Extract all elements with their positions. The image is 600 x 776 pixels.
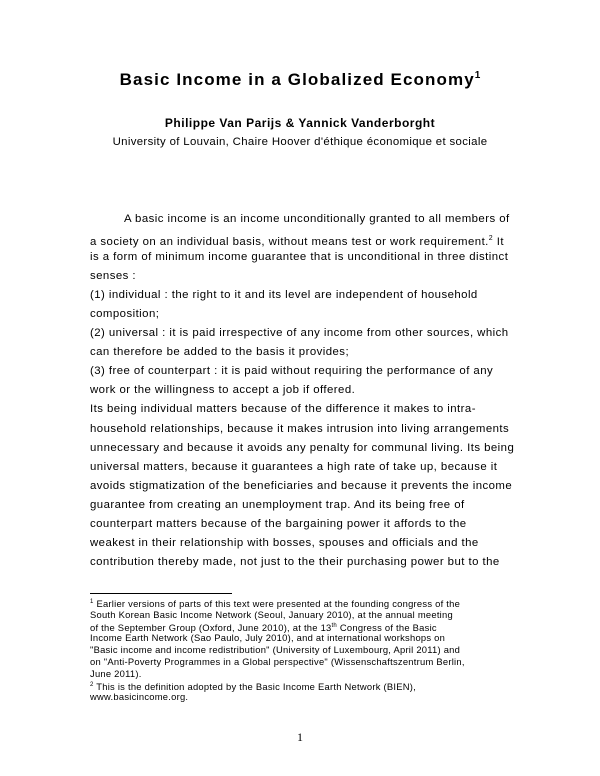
authors: Philippe Van Parijs & Yannick Vanderborght xyxy=(164,116,436,130)
body-line: avoids stigmatization of the beneficiaries and because it prevents the income xyxy=(90,479,513,492)
body-line-text: It xyxy=(493,236,504,249)
footnote-text: Earlier versions of parts of this text were presented at the founding congress of the xyxy=(93,598,461,609)
footnote-line: Income Earth Network (Sao Paulo, July 2010), and at international workshops on xyxy=(90,632,446,644)
body-line: universal matters, because it guarantees a high rate of take up, because it xyxy=(90,460,498,473)
footnote-text: This is the definition adopted by the Basic Income Earth Network (BIEN), xyxy=(93,680,416,692)
body-line xyxy=(90,229,520,248)
footnote-line: South Korean Basic Income Network (Seoul, January 2010), at the annual meeting xyxy=(90,608,453,620)
title-footnote-marker: 1 xyxy=(474,70,481,81)
body-line: composition; xyxy=(90,308,160,321)
footnotes xyxy=(90,597,530,703)
body-line: work or the willingness to accept a job if offered. xyxy=(90,384,356,397)
footnote-2 xyxy=(90,680,530,692)
footnote-line: www.basicincome.org. xyxy=(90,691,189,703)
body-line: can therefore be added to the basis it provides; xyxy=(90,346,350,359)
footnote-1 xyxy=(90,597,530,609)
title-text: Basic Income in a Globalized Economy xyxy=(119,70,475,89)
footnote-text: Congress of the Basic xyxy=(337,621,437,633)
footnote-text: of the September Group (Oxford, June 2010), at the 13 xyxy=(90,621,332,633)
body-line: guarantee from creating an unemployment trap. And its being free of xyxy=(90,498,465,511)
ordinal-suffix: th xyxy=(331,622,338,629)
body-line: (2) universal : it is paid irrespective of any income from other sources, which xyxy=(90,327,509,340)
footnote-separator xyxy=(90,593,232,594)
body-line: is a form of minimum income guarantee that is unconditional in three distinct xyxy=(90,251,509,264)
body-line-text: a society on an individual basis, without means test or work requirement. xyxy=(90,236,489,249)
body-text xyxy=(90,210,520,572)
footnote-mark: 2 xyxy=(90,681,94,688)
footnote-line: June 2011). xyxy=(90,667,142,679)
footnote-marker-2: 2 xyxy=(488,235,494,243)
footnote-line xyxy=(90,621,530,633)
body-line: household relationships, because it makes intrusion into living arrangements xyxy=(90,422,510,435)
paper-title xyxy=(0,70,600,90)
footnote-mark: 1 xyxy=(90,599,94,605)
body-line: A basic income is an income unconditionally granted to all members of xyxy=(124,213,510,225)
body-line: (1) individual : the right to it and its level are independent of household xyxy=(90,289,478,302)
body-line: unnecessary and because it avoids any penalty for communal living. Its being xyxy=(90,441,515,454)
body-line: senses : xyxy=(90,270,137,283)
body-line: contribution thereby made, not just to the their purchasing power but to the xyxy=(90,555,500,568)
body-line: (3) free of counterpart : it is paid without requiring the performance of any xyxy=(90,365,494,378)
footnote-line: "Basic income and income redistribution" (University of Luxembourg, April 2011) and xyxy=(90,644,461,656)
affiliation: University of Louvain, Chaire Hoover d'éthique économique et sociale xyxy=(112,136,488,148)
body-line: counterpart matters because of the bargaining power it affords to the xyxy=(90,517,467,530)
footnote-line: on "Anti-Poverty Programmes in a Global perspective" (Wissenschaftszentrum Berlin, xyxy=(90,655,465,667)
body-line: Its being individual matters because of the difference it makes to intra- xyxy=(90,403,476,416)
body-line: weakest in their relationship with bosses, spouses and officials and the xyxy=(90,536,479,549)
page-number: 1 xyxy=(297,730,303,744)
